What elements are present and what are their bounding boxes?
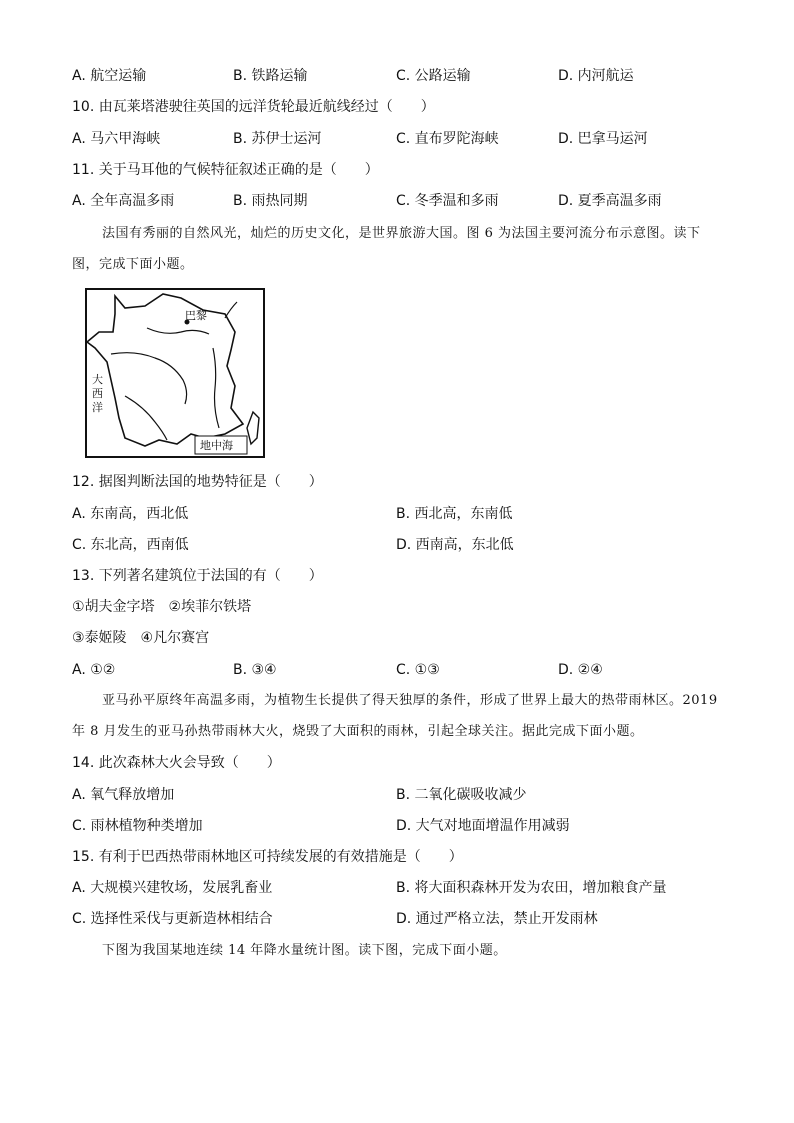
q10-option-c: C. 直布罗陀海峡	[396, 131, 499, 147]
q15-option-a: A. 大规模兴建牧场，发展乳畜业	[72, 880, 273, 896]
q12-option-d: D. 西南高，东北低	[396, 537, 514, 553]
q15-stem: 15. 有利于巴西热带雨林地区可持续发展的有效措施是（ ）	[72, 849, 463, 865]
q13-items-line1: ①胡夫金字塔 ②埃菲尔铁塔	[72, 599, 252, 615]
q15-option-d: D. 通过严格立法，禁止开发雨林	[396, 911, 598, 927]
q9-option-b: B. 铁路运输	[233, 68, 308, 84]
q12-option-b: B. 西北高，东南低	[396, 506, 513, 522]
q10-option-d: D. 巴拿马运河	[558, 131, 648, 147]
q9-option-a: A. 航空运输	[72, 68, 147, 84]
q14-option-d: D. 大气对地面增温作用减弱	[396, 818, 570, 834]
q14-stem: 14. 此次森林大火会导致（ ）	[72, 755, 281, 771]
map-label-atlantic-1: 大	[92, 373, 103, 386]
france-intro-line2: 图，完成下面小题。	[72, 257, 194, 272]
map-label-atlantic-2: 西	[92, 387, 103, 400]
france-map-drawing	[85, 288, 265, 458]
q9-option-c: C. 公路运输	[396, 68, 471, 84]
q9-option-d: D. 内河航运	[558, 68, 634, 84]
q13-option-a: A. ①②	[72, 662, 116, 678]
amazon-intro-line1: 亚马孙平原终年高温多雨，为植物生长提供了得天独厚的条件，形成了世界上最大的热带雨林区。2019	[102, 693, 718, 708]
map-label-mediterranean: 地中海	[200, 439, 233, 452]
q13-items-line2: ③泰姬陵 ④凡尔赛宫	[72, 630, 210, 646]
q13-option-c: C. ①③	[396, 662, 440, 678]
q14-option-c: C. 雨林植物种类增加	[72, 818, 203, 834]
rainfall-intro: 下图为我国某地连续 14 年降水量统计图。读下图，完成下面小题。	[102, 943, 507, 958]
amazon-intro-line2: 年 8 月发生的亚马孙热带雨林大火，烧毁了大面积的雨林，引起全球关注。据此完成下面小题。	[72, 724, 644, 739]
q11-option-c: C. 冬季温和多雨	[396, 193, 499, 209]
q12-option-c: C. 东北高，西南低	[72, 537, 189, 553]
q12-option-a: A. 东南高，西北低	[72, 506, 189, 522]
q14-option-b: B. 二氧化碳吸收减少	[396, 787, 527, 803]
map-frame	[86, 289, 264, 457]
q10-option-a: A. 马六甲海峡	[72, 131, 161, 147]
q12-stem: 12. 据图判断法国的地势特征是（ ）	[72, 474, 323, 490]
map-label-paris: 巴黎	[185, 309, 207, 322]
q11-stem: 11. 关于马耳他的气候特征叙述正确的是（ ）	[72, 162, 379, 178]
q13-option-d: D. ②④	[558, 662, 603, 678]
map-label-atlantic-3: 洋	[92, 401, 103, 414]
q15-option-b: B. 将大面积森林开发为农田，增加粮食产量	[396, 880, 667, 896]
q14-option-a: A. 氧气释放增加	[72, 787, 175, 803]
q13-option-b: B. ③④	[233, 662, 277, 678]
q10-stem: 10. 由瓦莱塔港驶往英国的远洋货轮最近航线经过（ ）	[72, 99, 435, 115]
q11-option-b: B. 雨热同期	[233, 193, 308, 209]
q11-option-a: A. 全年高温多雨	[72, 193, 175, 209]
q11-option-d: D. 夏季高温多雨	[558, 193, 662, 209]
q15-option-c: C. 选择性采伐与更新造林相结合	[72, 911, 273, 927]
france-river-map	[85, 288, 265, 458]
q10-option-b: B. 苏伊士运河	[233, 131, 322, 147]
france-intro-line1: 法国有秀丽的自然风光，灿烂的历史文化，是世界旅游大国。图 6 为法国主要河流分布示意图。读下	[102, 226, 701, 241]
q13-stem: 13. 下列著名建筑位于法国的有（ ）	[72, 568, 323, 584]
